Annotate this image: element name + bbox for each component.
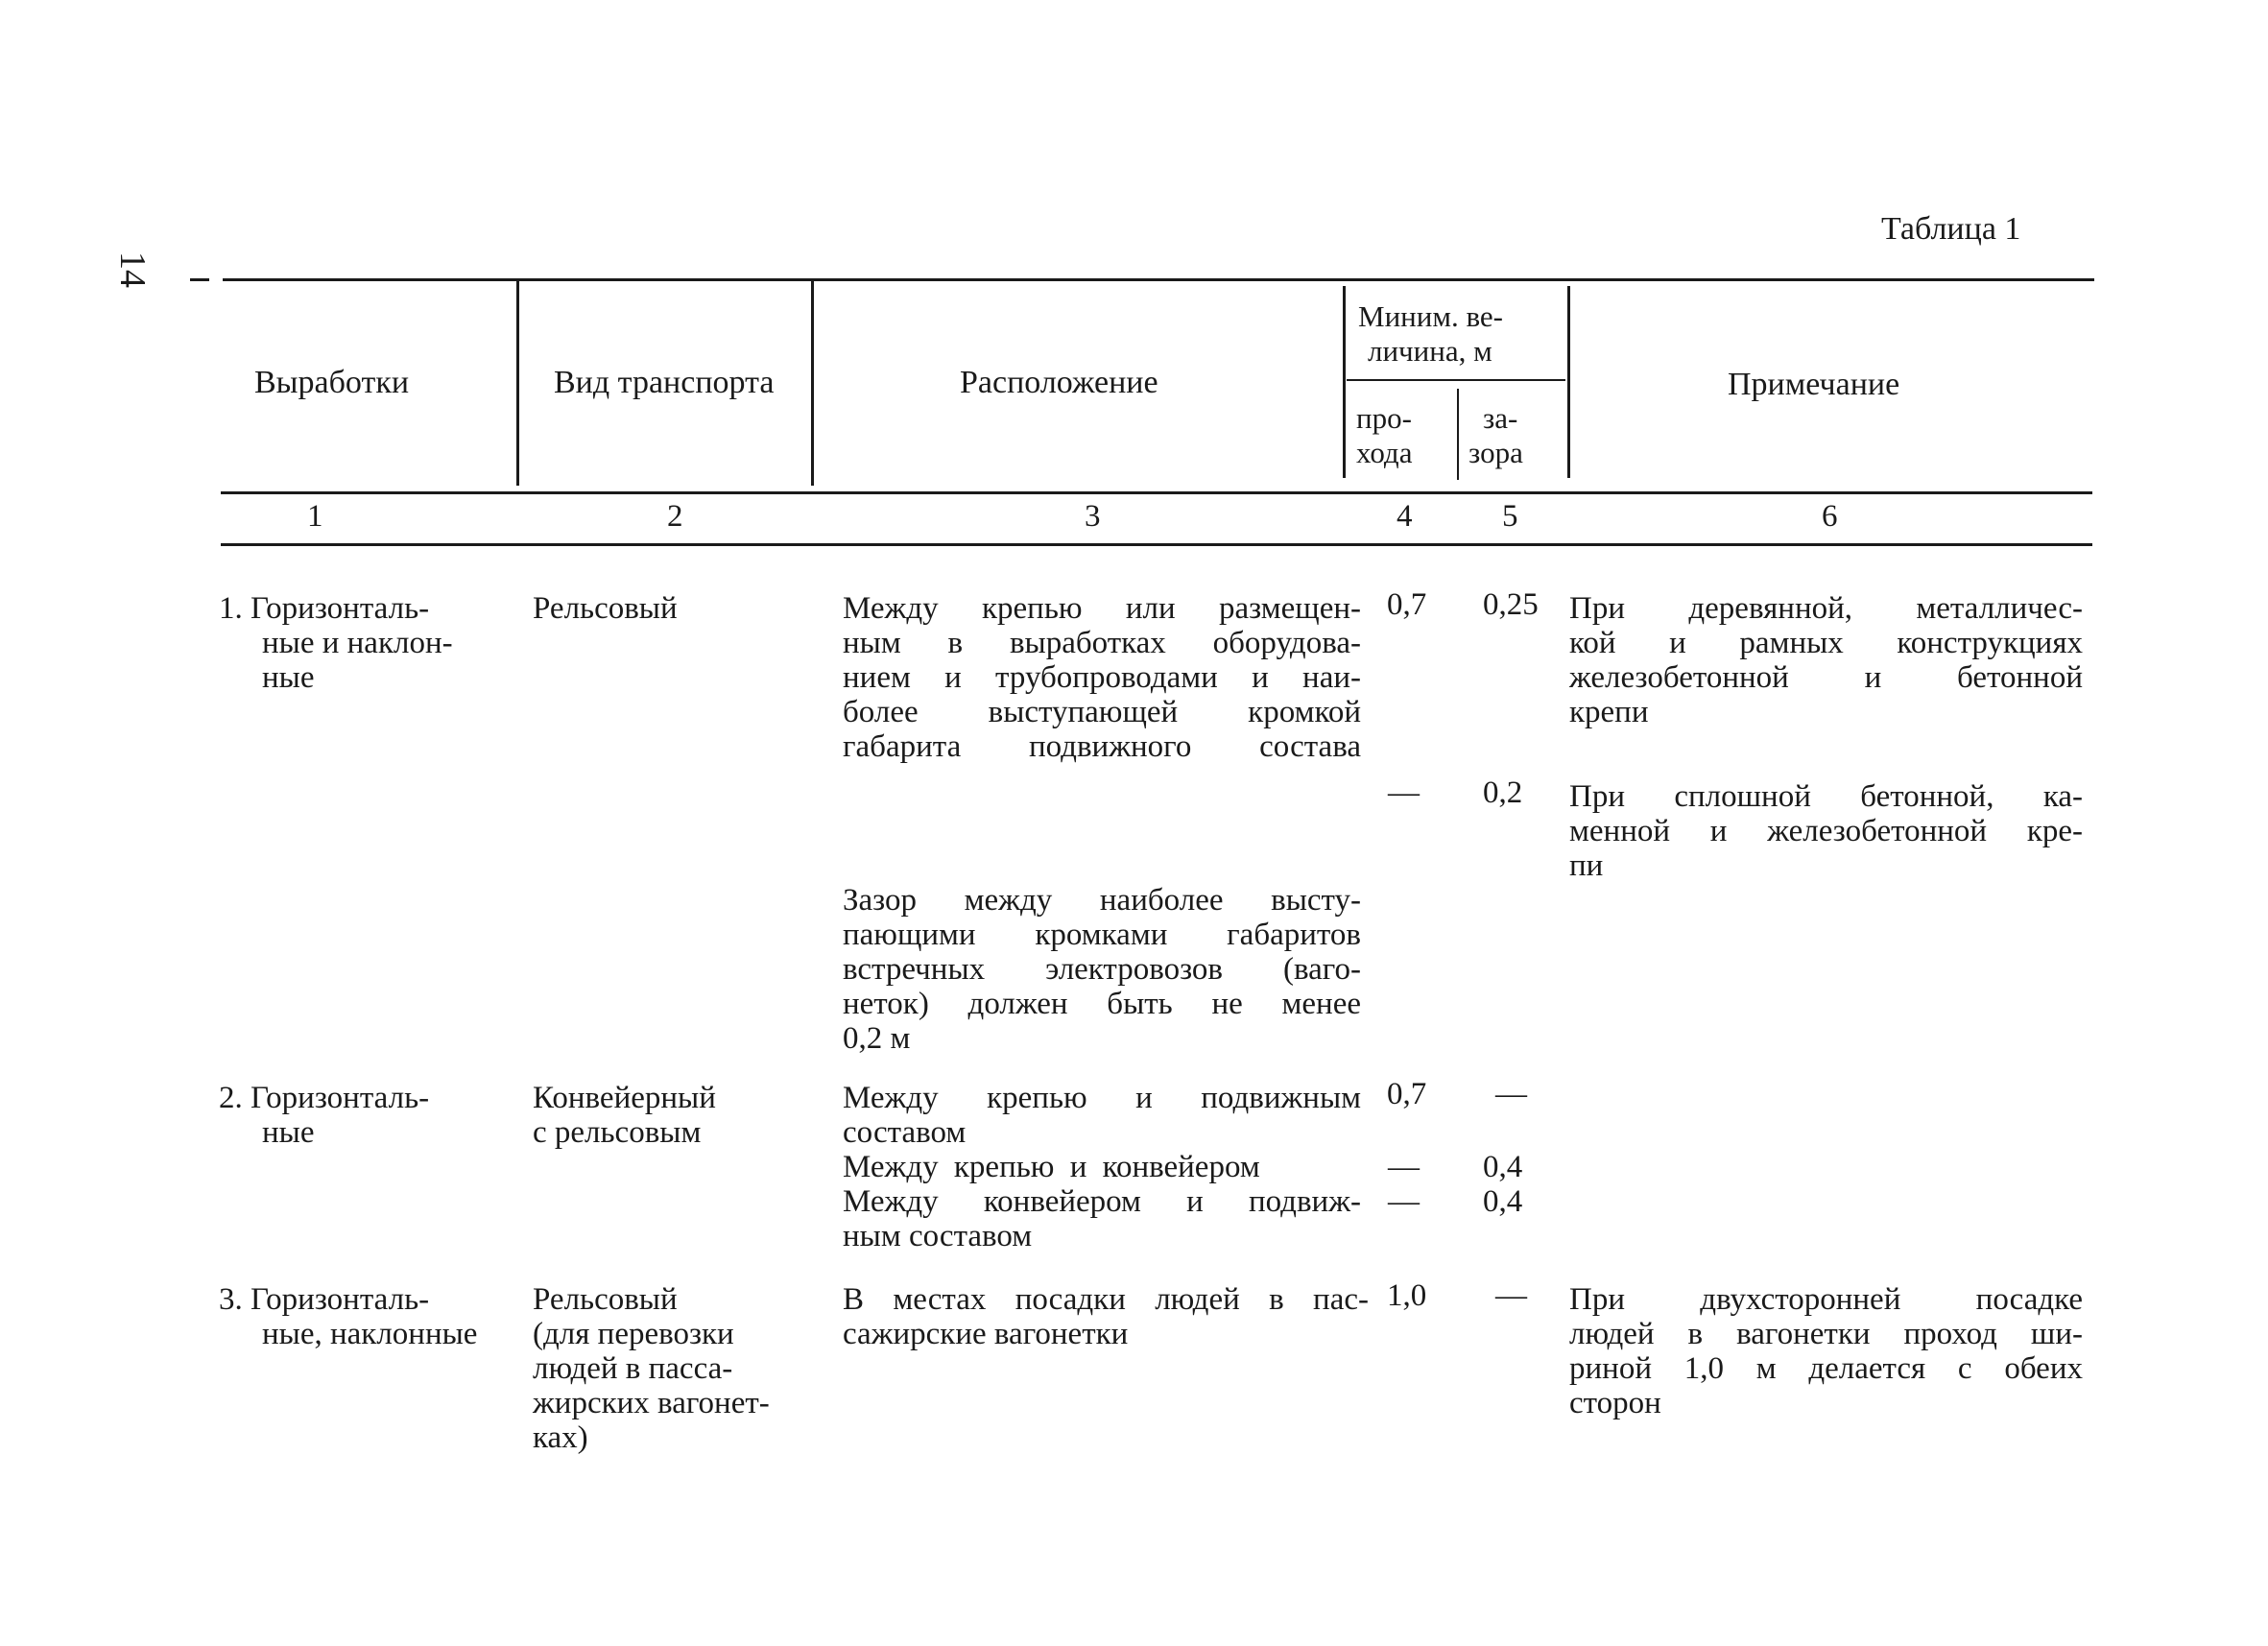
row1-gap-a: 0,25	[1483, 587, 1539, 622]
row2-transport-line: с рельсовым	[533, 1115, 702, 1150]
header-divider-3	[1343, 286, 1346, 478]
column-number-6: 6	[1822, 499, 1838, 534]
row2-transport	[533, 1081, 716, 1150]
row1-passage-b: —	[1388, 775, 1420, 810]
header-divider-1	[516, 280, 519, 486]
header-note: Примечание	[1728, 367, 1900, 402]
row3-location-a-line: сажирские вагонетки	[843, 1317, 1129, 1351]
header-passage-line2: хода	[1356, 436, 1413, 469]
header-divider-2	[811, 280, 814, 486]
header-workings: Выработки	[254, 365, 410, 400]
row1-location-c-line: неток) должен быть не менее	[843, 987, 1361, 1021]
row2-gap-b: 0,4	[1483, 1150, 1523, 1184]
row3-transport-line: (для перевозки	[533, 1317, 734, 1351]
row1-location-c	[843, 883, 1361, 1056]
header-divider-4	[1457, 389, 1459, 480]
row3-note-a-line: При двухсторонней посадке	[1569, 1282, 2083, 1317]
row1-gap-b: 0,2	[1483, 775, 1523, 810]
row3-transport	[533, 1282, 770, 1455]
header-location: Расположение	[960, 365, 1158, 400]
row3-passage-a: 1,0	[1387, 1278, 1427, 1313]
table-top-rule	[223, 278, 2094, 281]
row1-workings-line: 1. Горизонталь-	[219, 591, 430, 626]
row1-note-a-line: При деревянной, металличес-	[1569, 591, 2083, 626]
row2-location-b	[843, 1150, 1260, 1184]
row2-location-c-line: Между конвейером и подвиж-	[843, 1184, 1361, 1219]
row1-transport-line: Рельсовый	[533, 591, 678, 626]
header-divider-5	[1567, 286, 1570, 478]
row3-transport-line: жирских вагонет-	[533, 1386, 770, 1420]
row3-note-a-line: сторон	[1569, 1386, 1661, 1420]
row2-location-c-line: ным составом	[843, 1219, 1033, 1253]
row1-note-a-line: кой и рамных конструкциях	[1569, 626, 2083, 660]
row2-transport-line: Конвейерный	[533, 1081, 716, 1115]
row3-location-a-line: В местах посадки людей в пас-	[843, 1282, 1369, 1317]
row1-location-c-line: 0,2 м	[843, 1021, 911, 1056]
row3-note-a	[1569, 1282, 2083, 1420]
column-numbers-rule	[221, 543, 2092, 546]
row1-workings-line: ные	[262, 660, 315, 695]
row2-workings	[219, 1081, 429, 1150]
row2-gap-a: —	[1495, 1077, 1527, 1111]
header-gap-line2: зора	[1468, 436, 1523, 469]
row2-passage-c: —	[1388, 1184, 1420, 1219]
row1-location-a	[843, 591, 1361, 764]
row1-location-c-line: пающими кромками габаритов	[843, 918, 1361, 952]
row1-note-b-line: менной и железобетонной кре-	[1569, 814, 2083, 848]
row1-location-a-line: более выступающей кромкой	[843, 695, 1361, 729]
row1-location-a-line: Между крепью или размещен-	[843, 591, 1361, 626]
row3-transport-line: ках)	[533, 1420, 588, 1455]
column-number-2: 2	[667, 499, 683, 534]
table-top-rule-dash	[190, 278, 209, 281]
row2-location-a-line: составом	[843, 1115, 967, 1150]
row3-workings	[219, 1282, 477, 1351]
row3-transport-line: Рельсовый	[533, 1282, 678, 1317]
row1-note-b-line: пи	[1569, 848, 1604, 883]
row2-workings-line: 2. Горизонталь-	[219, 1081, 430, 1115]
row1-location-c-line: встречных электровозов (ваго-	[843, 952, 1361, 987]
row1-note-a-line: железобетонной и бетонной	[1569, 660, 2083, 695]
page-number: 14	[112, 251, 153, 288]
row1-location-a-line: габарита подвижного состава	[843, 729, 1361, 764]
row1-transport	[533, 591, 678, 626]
row2-location-b-line: Между крепью и конвейером	[843, 1150, 1260, 1184]
row1-location-a-line: нием и трубопроводами и наи-	[843, 660, 1361, 695]
header-passage-line1: про-	[1356, 401, 1412, 435]
header-min-value-line2: личина, м	[1368, 334, 1492, 368]
row2-location-c	[843, 1184, 1361, 1253]
row1-note-b-line: При сплошной бетонной, ка-	[1569, 779, 2083, 814]
header-bottom-rule	[221, 491, 2092, 494]
row3-transport-line: людей в пасса-	[533, 1351, 733, 1386]
row3-workings-line: 3. Горизонталь-	[219, 1282, 430, 1317]
row1-note-b	[1569, 779, 2083, 883]
row3-location-a	[843, 1282, 1369, 1351]
row2-workings-line: ные	[262, 1115, 315, 1150]
row1-workings	[219, 591, 453, 695]
column-number-4: 4	[1397, 499, 1413, 534]
row2-gap-c: 0,4	[1483, 1184, 1523, 1219]
row2-location-a	[843, 1081, 1361, 1150]
row1-location-a-line: ным в выработках оборудова-	[843, 626, 1361, 660]
row3-gap-a: —	[1495, 1278, 1527, 1313]
row2-location-a-line: Между крепью и подвижным	[843, 1081, 1361, 1115]
column-number-3: 3	[1085, 499, 1101, 534]
header-min-value-line1: Миним. ве-	[1358, 299, 1503, 333]
column-number-1: 1	[307, 499, 323, 534]
row1-passage-a: 0,7	[1387, 587, 1427, 622]
row3-note-a-line: людей в вагонетки проход ши-	[1569, 1317, 2083, 1351]
row3-note-a-line: риной 1,0 м делается с обеих	[1569, 1351, 2083, 1386]
row1-location-c-line: Зазор между наиболее высту-	[843, 883, 1361, 918]
row2-passage-b: —	[1388, 1150, 1420, 1184]
table-caption: Таблица 1	[1881, 211, 2021, 247]
header-transport: Вид транспорта	[554, 365, 775, 400]
column-number-5: 5	[1502, 499, 1518, 534]
row3-workings-line: ные, наклонные	[262, 1317, 478, 1351]
row2-passage-a: 0,7	[1387, 1077, 1427, 1111]
min-group-rule	[1347, 379, 1565, 381]
row1-note-a	[1569, 591, 2083, 729]
header-gap-line1: за-	[1483, 401, 1518, 435]
row1-workings-line: ные и наклон-	[262, 626, 453, 660]
row1-note-a-line: крепи	[1569, 695, 1649, 729]
